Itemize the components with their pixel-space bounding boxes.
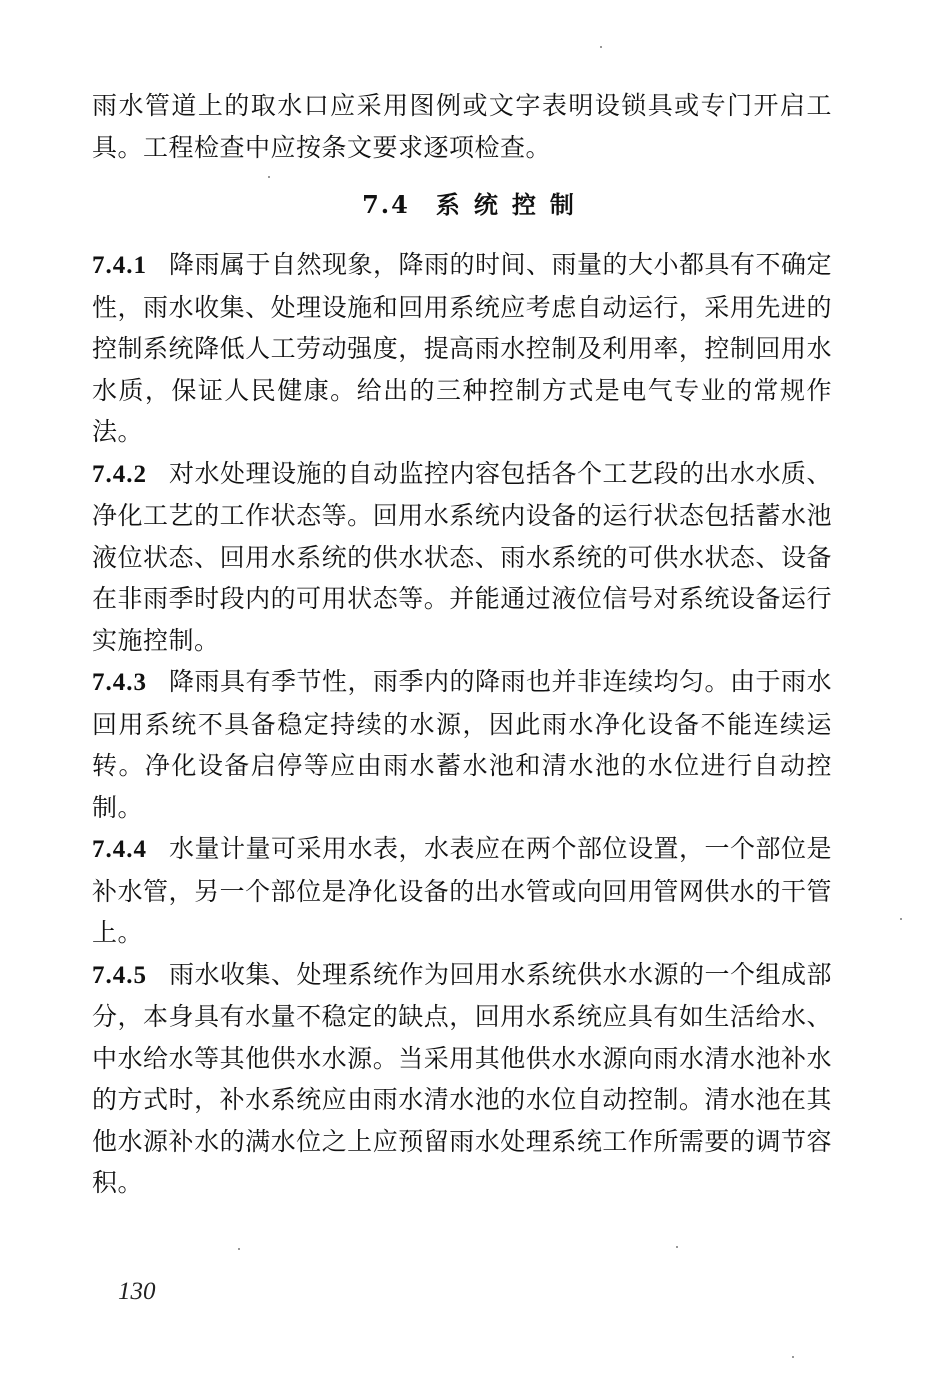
clause-7-4-5 <box>92 954 832 1204</box>
scan-speck <box>676 1246 678 1248</box>
clause-number: 7.4.2 <box>92 460 147 488</box>
section-number: 7.4 <box>362 190 410 219</box>
intro-paragraph: 雨水管道上的取水口应采用图例或文字表明设锁具或专门开启工具。工程检查中应按条文要求逐项检查。 <box>92 91 832 162</box>
clause-number: 7.4.1 <box>92 252 147 279</box>
clause-7-4-1 <box>92 244 832 453</box>
clause-7-4-3 <box>92 661 832 828</box>
page-number: 130 <box>118 1278 156 1305</box>
clause-7-4-2 <box>92 453 832 662</box>
clause-text: 降雨具有季节性，雨季内的降雨也并非连续均匀。由于雨水回用系统不具备稳定持续的水源，因此雨水净化设备不能连续运转。净化设备启停等应由雨水蓄水池和清水池的水位进行自动控制。 <box>92 667 833 822</box>
scan-speck <box>900 918 902 920</box>
clause-number: 7.4.4 <box>92 836 147 863</box>
clause-text: 对水处理设施的自动监控内容包括各个工艺段的出水水质、净化工艺的工作状态等。回用水系统内设备的运行状态包括蓄水池液位状态、回用水系统的供水状态、雨水系统的可供水状态、设备在非雨季时段内的可用状态等。并能通过液位信号对系统设备运行实施控制。 <box>92 458 833 655</box>
clause-text: 雨水收集、处理系统作为回用水系统供水水源的一个组成部分，本身具有水量不稳定的缺点，回用水系统应具有如生活给水、中水给水等其他供水水源。当采用其他供水水源向雨水清水池补水的方式时，补水系统应由雨水清水池的水位自动控制。清水池在其他水源补水的满水位之上应预留雨水处理系统工作所需要的调节容积。 <box>92 959 833 1197</box>
clause-number: 7.4.3 <box>92 669 147 696</box>
scan-speck <box>600 46 602 48</box>
clause-7-4-4 <box>92 828 832 954</box>
section-title: 系统控制 <box>435 190 588 219</box>
scan-speck <box>792 1356 794 1358</box>
clause-text: 水量计量可采用水表，水表应在两个部位设置，一个部位是补水管，另一个部位是净化设备的出水管或向回用管网供水的干管上。 <box>92 834 833 947</box>
scan-speck <box>268 176 270 178</box>
clause-text: 降雨属于自然现象，降雨的时间、雨量的大小都具有不确定性，雨水收集、处理设施和回用系统应考虑自动运行，采用先进的控制系统降低人工劳动强度，提高雨水控制及利用率，控制回用水水质，保证人民健康。给出的三种控制方式是电气专业的常规作法。 <box>92 250 833 446</box>
section-heading <box>0 185 950 220</box>
scan-speck <box>238 1248 240 1250</box>
clause-list <box>92 244 832 1204</box>
clause-number: 7.4.5 <box>92 961 147 989</box>
